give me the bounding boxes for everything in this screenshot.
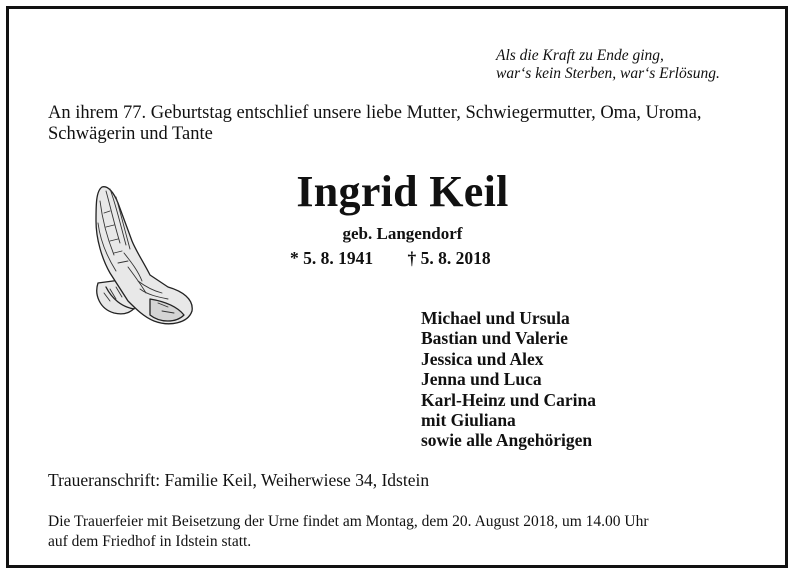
service-line: Die Trauerfeier mit Beisetzung der Urne findet am Montag, dem 20. August 2018, um 14.00 Uhr [48,513,649,530]
funeral-service-notice [48,512,783,551]
mourner-line: Jessica und Alex [421,348,544,369]
mourner-line: sowie alle Angehörigen [421,430,593,451]
birth-name: geb. Langendorf [342,224,463,243]
mourner-line: mit Giuliana [421,410,516,431]
mourner-line: Michael und Ursula [421,308,570,328]
mourners-list [421,308,596,451]
intro-line: Schwägerin und Tante [48,124,213,144]
motto-line: war‘s kein Sterben, war‘s Erlösung. [496,65,720,82]
service-line: auf dem Friedhof in Idstein statt. [48,532,252,550]
motto-verse [496,47,766,83]
mourner-line: Jenna und Luca [421,369,542,390]
praying-hands-icon [88,183,198,328]
birth-date: * 5. 8. 1941 [290,248,374,268]
mourner-line: Bastian und Valerie [421,328,568,349]
mourning-address: Traueranschrift: Familie Keil, Weiherwiese 34, Idstein [48,470,430,490]
mourner-line: Karl-Heinz und Carina [421,389,597,410]
deceased-name: Ingrid Keil [296,167,509,216]
intro-line: An ihrem 77. Geburtstag entschlief unsere liebe Mutter, Schwiegermutter, Oma, Uroma, [48,103,702,123]
life-dates [290,248,491,268]
death-date: † 5. 8. 2018 [407,248,491,268]
motto-line: Als die Kraft zu Ende ging, [496,47,664,64]
intro-text [48,103,788,145]
